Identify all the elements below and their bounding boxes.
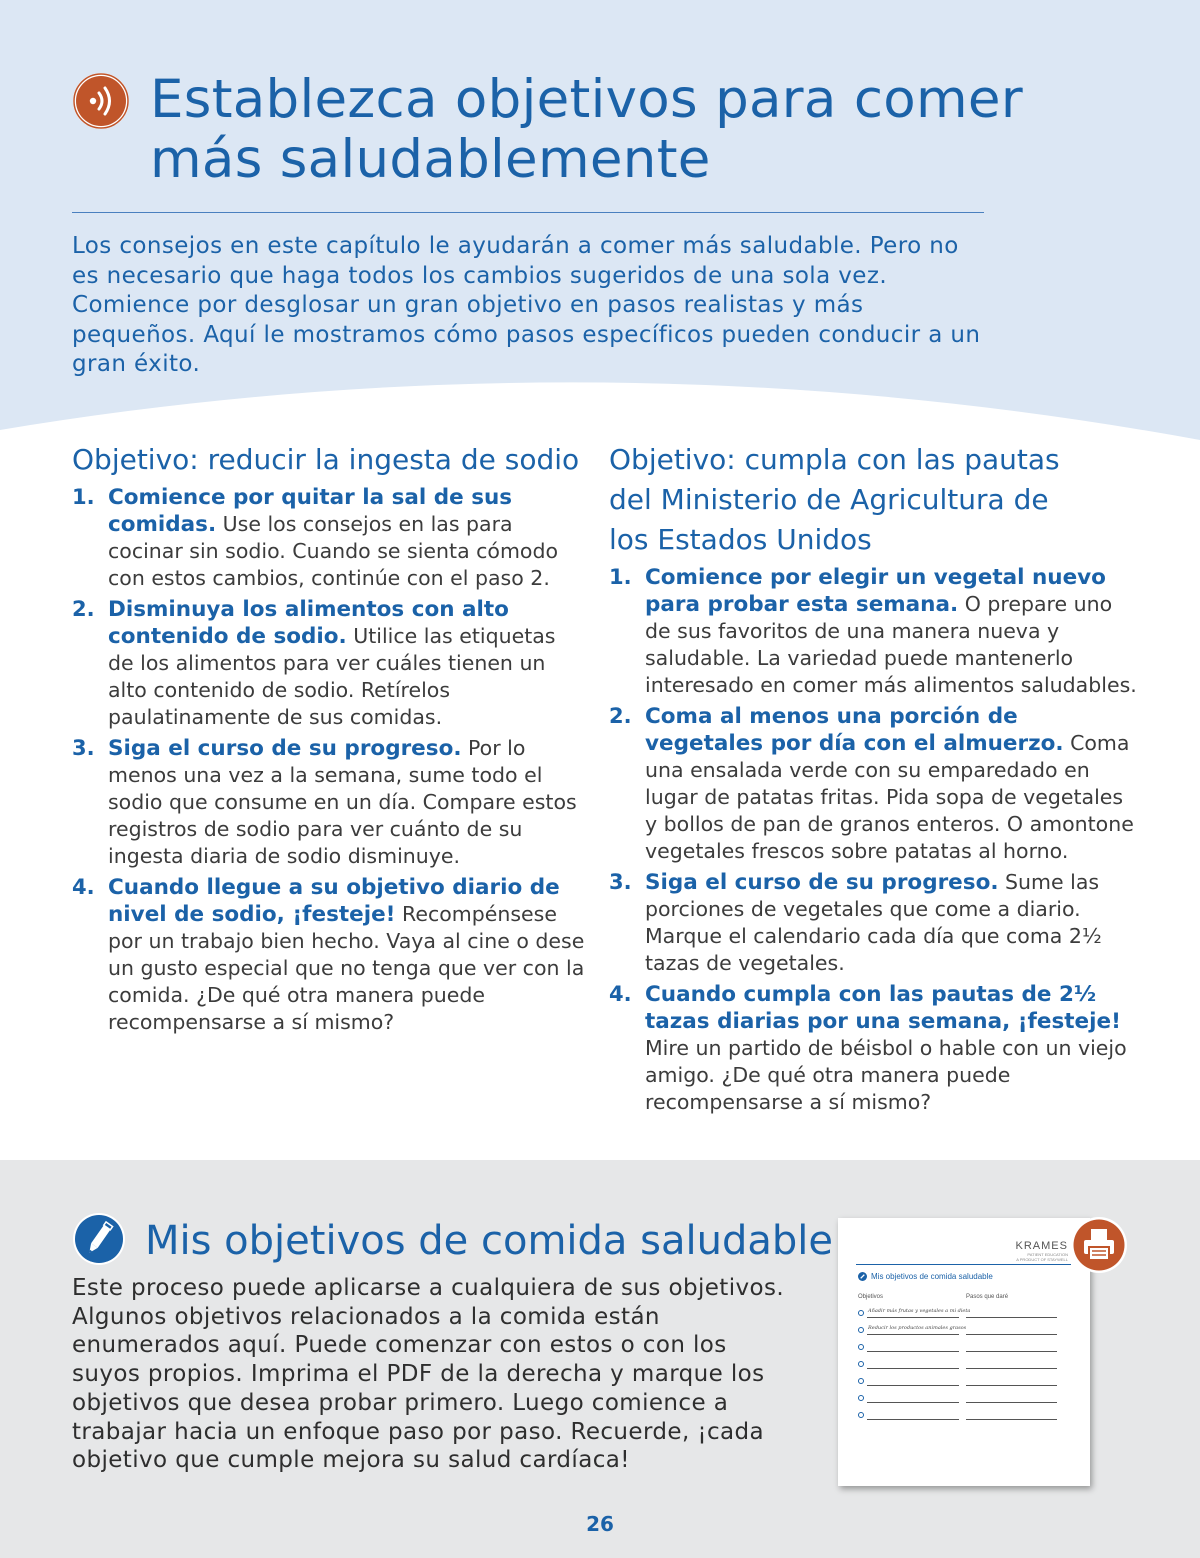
step-text: Mire un partido de béisbol o hable con un viejo amigo. ¿De qué otra manera puede recompensarse a sí mismo? (645, 1036, 1127, 1114)
title-divider (72, 212, 984, 213)
step-lead: Siga el curso de su progreso. (645, 870, 999, 895)
pdf-goal-line (867, 1385, 959, 1386)
pdf-goal-row (858, 1325, 1068, 1337)
pdf-steps-line (966, 1368, 1057, 1369)
step-lead: Disminuya los alimentos con alto contenido de sodio. (108, 597, 509, 649)
step-text: Sume las porciones de vegetales que come a diario. Marque el calendario cada día que coma 2½ tazas de vegetales. (645, 870, 1102, 975)
step-lead: Siga el curso de su progreso. (108, 736, 462, 761)
step-text: Coma una ensalada verde con su emparedado en lugar de patatas fritas. Pida sopa de vegetales y bollos de pan de granos enteros. O amontone vegetales frescos sobre patatas al horno. (645, 731, 1134, 863)
step-lead: Cuando llegue a su objetivo diario de nivel de sodio, ¡festeje! (108, 875, 560, 927)
page-number: 26 (586, 1512, 614, 1536)
pdf-brand-name: KRAMES (1015, 1240, 1068, 1252)
my-goals-title: Mis objetivos de comida saludable (145, 1218, 833, 1264)
step-number: 2. (72, 597, 95, 621)
checkbox-circle (858, 1378, 864, 1384)
pdf-col-steps: Pasos que daré (966, 1294, 1009, 1300)
step-text: O prepare uno de sus favoritos de una manera nueva y saludable. La variedad puede mantenerlo interesado en comer más alimentos saludables. (645, 592, 1137, 697)
pdf-goal-line (867, 1317, 959, 1318)
pdf-divider (856, 1264, 1071, 1265)
step-text: Recompénsese por un trabajo bien hecho. Vaya al cine o dese un gusto especial que no tenga que ver con la comida. ¿De qué otra manera puede recompensarse a sí mismo? (108, 902, 585, 1034)
pdf-goal-line (867, 1334, 959, 1335)
step-item (72, 596, 587, 731)
pdf-goal-line (867, 1368, 959, 1369)
pdf-brand (1016, 1240, 1068, 1262)
pdf-title: Mis objetivos de comida saludable (871, 1272, 993, 1281)
goal-usda-steps (609, 564, 1149, 1116)
goal-heading-line: Objetivo: cumpla con las pautas (609, 443, 1060, 476)
pdf-steps-line (966, 1317, 1057, 1318)
pdf-steps-line (966, 1334, 1057, 1335)
page-title-line: Establezca objetivos para comer (150, 69, 1023, 130)
pdf-goal-text: Reducir los productos animales grasos (868, 1325, 967, 1331)
checkbox-circle (858, 1412, 864, 1418)
goal-usda-heading (609, 440, 1149, 560)
pdf-thumbnail[interactable] (838, 1218, 1090, 1486)
pencil-icon (72, 1212, 126, 1266)
pdf-brand-sub2: A PRODUCT OF STAYWELL (1016, 1257, 1068, 1262)
pdf-steps-line (966, 1419, 1057, 1420)
goal-heading-line: los Estados Unidos (609, 523, 872, 556)
step-item (72, 874, 587, 1036)
pdf-brand-sub: PATIENT EDUCATION (1027, 1252, 1068, 1257)
pdf-steps-line (966, 1402, 1057, 1403)
goal-heading-line: Objetivo: reducir la ingesta de sodio (72, 443, 580, 476)
pdf-goal-row (858, 1410, 1068, 1422)
step-text: Use los consejos en las para cocinar sin sodio. Cuando se sienta cómodo con estos cambios, continúe con el paso 2. (108, 512, 559, 590)
goal-usda-section (609, 440, 1149, 1120)
checkbox-circle (858, 1344, 864, 1350)
pdf-steps-line (966, 1351, 1057, 1352)
step-text: Utilice las etiquetas de los alimentos para ver cuáles tienen un alto contenido de sodio. Retírelos paulatinamente de sus comidas. (108, 624, 556, 729)
checkbox-circle (858, 1395, 864, 1401)
checkbox-circle (858, 1327, 864, 1333)
pencil-icon (858, 1272, 867, 1281)
pdf-goal-row (858, 1342, 1068, 1354)
pdf-goal-line (867, 1351, 959, 1352)
pdf-goal-text: Añadir más frutas y vegetales a mi dieta (868, 1308, 971, 1314)
pdf-goal-line (867, 1402, 959, 1403)
pdf-goal-row (858, 1359, 1068, 1371)
pdf-steps-line (966, 1385, 1057, 1386)
audio-speaker-icon[interactable] (72, 72, 130, 130)
pdf-goal-row (858, 1308, 1068, 1320)
step-item (72, 735, 587, 870)
pdf-goal-row (858, 1376, 1068, 1388)
pdf-title-row (858, 1272, 993, 1281)
checkbox-circle (858, 1310, 864, 1316)
my-goals-body: Este proceso puede aplicarse a cualquiera de sus objetivos. Algunos objetivos relacionados a la comida están enumerados aquí. Puede comenzar con estos o con los suyos propios. Imprima el PDF de la derecha y marque los objetivos que desea probar primero. Luego comience a trabajar hacia un enfoque paso por paso. Recuerde, ¡cada objetivo que cumple mejora su salud cardíaca! (72, 1275, 785, 1474)
pdf-goal-row (858, 1393, 1068, 1405)
goal-sodium-heading (72, 440, 592, 480)
goal-sodium-steps (72, 484, 592, 1036)
checkbox-circle (858, 1361, 864, 1367)
step-lead: Coma al menos una porción de vegetales por día con el almuerzo. (645, 704, 1064, 756)
step-item (72, 484, 587, 592)
step-item (609, 703, 1139, 865)
step-text: Por lo menos una vez a la semana, sume todo el sodio que consume en un día. Compare estos registros de sodio para ver cuánto de su ingesta diaria de sodio disminuye. (108, 736, 577, 868)
page-title-line: más saludablemente (150, 129, 711, 190)
step-number: 4. (72, 875, 95, 899)
intro-paragraph: Los consejos en este capítulo le ayudarán a comer más saludable. Pero no es necesario que haga todos los cambios sugeridos de una sola vez. Comience por desglosar un gran objetivo en pasos realistas y más pequeños. Aquí le mostramos cómo pasos específicos pueden conducir a un gran éxito. (72, 233, 981, 377)
step-item (609, 981, 1139, 1116)
step-item (609, 564, 1139, 699)
step-number: 4. (609, 982, 632, 1006)
step-number: 1. (72, 485, 95, 509)
step-lead: Comience por quitar la sal de sus comidas. (108, 485, 513, 537)
step-number: 3. (72, 736, 95, 760)
pdf-col-goals: Objetivos (858, 1294, 884, 1300)
pdf-goal-line (867, 1419, 959, 1420)
step-item (609, 869, 1139, 977)
step-number: 1. (609, 565, 632, 589)
page-title (150, 70, 1050, 190)
step-number: 3. (609, 870, 632, 894)
step-number: 2. (609, 704, 632, 728)
step-lead: Comience por elegir un vegetal nuevo para probar esta semana. (645, 565, 1106, 617)
goal-heading-line: del Ministerio de Agricultura de (609, 483, 1049, 516)
step-lead: Cuando cumpla con las pautas de 2½ tazas diarias por una semana, ¡festeje! (645, 982, 1121, 1034)
printer-icon[interactable] (1070, 1216, 1128, 1274)
goal-sodium-section (72, 440, 592, 1040)
